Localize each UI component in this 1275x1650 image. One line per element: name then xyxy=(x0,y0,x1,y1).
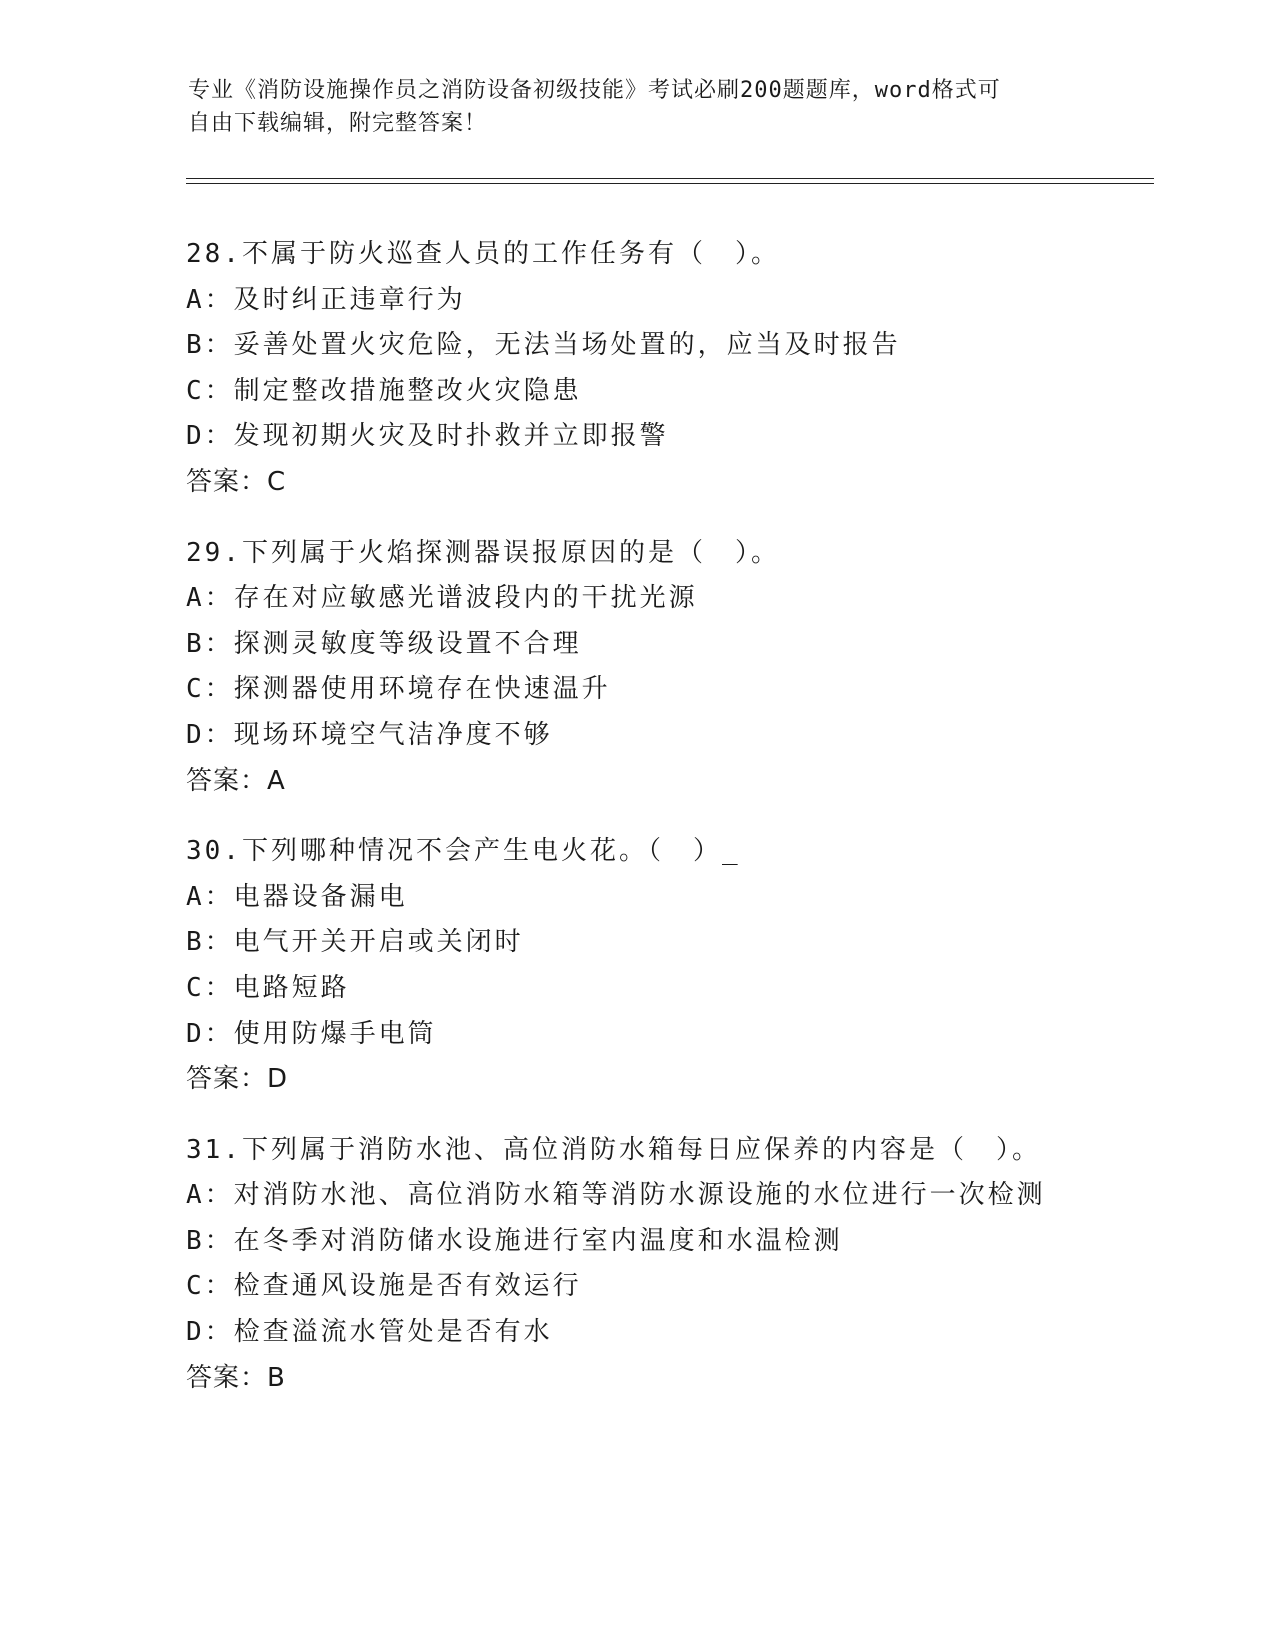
option-b: B：电气开关开启或关闭时 xyxy=(186,927,524,958)
option-d: D：检查溢流水管处是否有水 xyxy=(186,1317,553,1348)
question-stem: 31.下列属于消防水池、高位消防水箱每日应保养的内容是（ ）。 xyxy=(186,1134,1041,1165)
option-d: D：发现初期火灾及时扑救并立即报警 xyxy=(186,421,669,452)
option-a: A：对消防水池、高位消防水箱等消防水源设施的水位进行一次检测 xyxy=(186,1180,1046,1211)
option-c: C：电路短路 xyxy=(186,972,350,1003)
header-line-1: 专业《消防设施操作员之消防设备初级技能》考试必刷200题题库，word格式可 xyxy=(188,78,1001,103)
question-stem: 29.下列属于火焰探测器误报原因的是（ ）。 xyxy=(186,537,780,568)
question-stem: 30.下列哪种情况不会产生电火花。（ ）_ xyxy=(186,836,741,867)
header-divider-bottom xyxy=(186,183,1154,184)
question-31 xyxy=(186,1128,1146,1402)
option-b: B：探测灵敏度等级设置不合理 xyxy=(186,628,582,659)
question-stem: 28.不属于防火巡查人员的工作任务有（ ）。 xyxy=(186,239,780,269)
question-list xyxy=(186,232,1146,1426)
option-d: D：使用防爆手电筒 xyxy=(186,1018,437,1049)
answer-line: 答案：D xyxy=(186,1064,289,1095)
option-b: B：在冬季对消防储水设施进行室内温度和水温检测 xyxy=(186,1225,843,1256)
option-d: D：现场环境空气洁净度不够 xyxy=(186,719,553,750)
answer-line: 答案：B xyxy=(186,1362,286,1393)
header-divider-top xyxy=(186,178,1154,179)
answer-line: 答案：C xyxy=(186,466,287,497)
header-line-2: 自由下载编辑，附完整答案！ xyxy=(188,111,488,136)
option-a: A：及时纠正违章行为 xyxy=(186,284,466,315)
question-29 xyxy=(186,531,1146,805)
question-28 xyxy=(186,232,1146,506)
option-c: C：制定整改措施整改火灾隐患 xyxy=(186,375,582,406)
option-b: B：妥善处置火灾危险，无法当场处置的，应当及时报告 xyxy=(186,330,901,361)
answer-line: 答案：A xyxy=(186,765,286,796)
option-c: C：探测器使用环境存在快速温升 xyxy=(186,674,611,705)
document-header xyxy=(188,74,1088,140)
option-c: C：检查通风设施是否有效运行 xyxy=(186,1271,582,1302)
question-30 xyxy=(186,829,1146,1103)
option-a: A：存在对应敏感光谱波段内的干扰光源 xyxy=(186,583,698,614)
option-a: A：电器设备漏电 xyxy=(186,881,408,912)
